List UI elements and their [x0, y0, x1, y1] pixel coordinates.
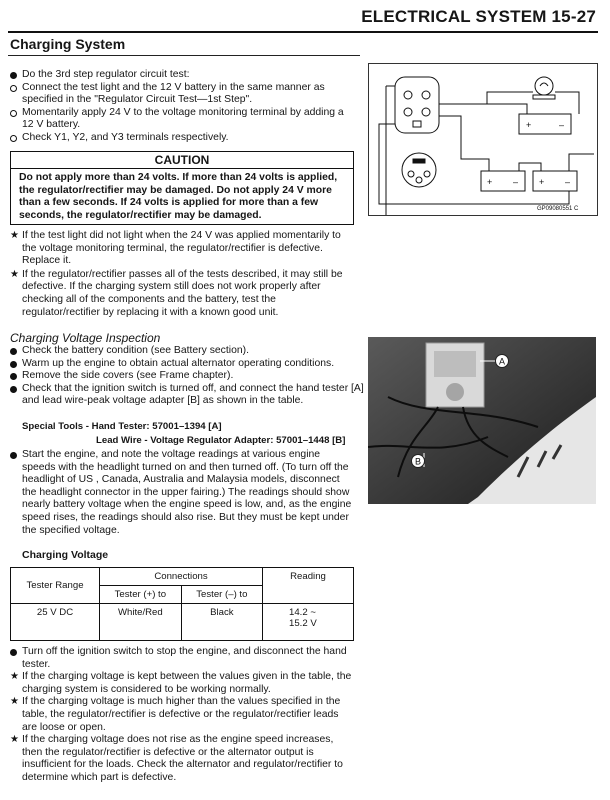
substep-item: Momentarily apply 24 V to the voltage monitoring terminal by adding a 12 V battery. [10, 107, 355, 132]
note-item: ★ If the regulator/rectifier passes all of the tests described, it may still be defective. If the charging system still does not work properly after checking all of the components and the battery, test the regulator/rectifier by replacing it with a known good unit. [10, 268, 343, 318]
special-tools-label: Special Tools - [22, 421, 89, 432]
note-item: ★ If the charging voltage is kept between the values given in the table, the charging system is considered to be working normally. [10, 671, 352, 695]
tester-minus-header: Tester (–) to [181, 586, 262, 604]
alternator-connector-icon [402, 153, 436, 187]
wiring-diagram [369, 64, 597, 215]
result-notes [10, 230, 355, 319]
start-engine-step [10, 449, 352, 537]
table-cell-range: 25 V DC [11, 604, 100, 641]
circle-bullet-icon [10, 110, 17, 117]
header-rule [8, 31, 598, 33]
caution-text: Do not apply more than 24 volts. If more than 24 volts is applied, the regulator/rectifier may be damaged. Do not apply 24 V more than a few seconds. If 24 volts is applied for more than a few seconds, the regulator/rectifier may be damaged. [19, 172, 338, 221]
note-item: ★ If the charging voltage does not rise as the engine speed increases, then the regulator/rectifier is defective or the alternator output is insufficient for the loads. Check the alternator and regulator/rectifier to determine which part is defective. [10, 734, 343, 783]
tester-plus-header: Tester (+) to [100, 586, 182, 604]
star-icon: ★ [10, 734, 19, 746]
wiring-diagram-figure [368, 63, 598, 216]
tester-range-header: Tester Range [11, 568, 100, 604]
note-item: ★ If the test light did not light when the 24 V was applied momentarily to the voltage monitoring terminal, the regulator/rectifier is defective. Replace it. [10, 230, 341, 267]
bullet-icon [10, 361, 17, 368]
svg-text:–: – [513, 177, 519, 187]
reading-header: Reading [263, 568, 354, 604]
regulator-test-steps [10, 69, 355, 145]
final-steps [10, 646, 355, 785]
step-item: Turn off the ignition switch to stop the engine, and disconnect the hand tester. [10, 646, 355, 671]
tool-lead-wire: Lead Wire - Voltage Regulator Adapter: 57001–1448 [B] [96, 435, 346, 446]
svg-text:–: – [559, 120, 565, 130]
substep-item: Connect the test light and the 12 V battery in the same manner as specified in the "Regulator Circuit Test—1st Step". [10, 82, 355, 107]
table-cell-plus: White/Red [100, 604, 182, 641]
inspection-title: Charging Voltage Inspection [10, 331, 161, 345]
step-item: Start the engine, and note the voltage readings at various engine speeds with the headlight turned on and then turned off. (To turn off the headlight of US , Canada, Australia and Malaysia models, disconnect the headlight connector in the upper fairing.) The readings should show nearly battery voltage when the engine speed is low, and, as the engine speed rises, the readings should also rise. But they must be kept under the specified voltage. [10, 449, 352, 537]
svg-text:+: + [526, 120, 532, 130]
step-item: Check the battery condition (see Battery section). [10, 345, 380, 358]
callout-a: A [498, 356, 506, 367]
charging-voltage-table [10, 567, 354, 641]
step-item: Warm up the engine to obtain actual alternator operating conditions. [10, 358, 380, 371]
table-cell-minus: Black [181, 604, 262, 641]
caution-box [10, 151, 354, 225]
svg-text:+: + [487, 177, 493, 187]
bullet-icon [10, 348, 17, 355]
inspection-steps [10, 345, 380, 408]
charging-voltage-title: Charging Voltage [22, 549, 109, 561]
star-icon: ★ [10, 230, 19, 241]
circle-bullet-icon [10, 85, 17, 92]
bullet-icon [10, 373, 17, 380]
bullet-icon [10, 452, 17, 459]
svg-text:–: – [565, 177, 571, 187]
step-item: Do the 3rd step regulator circuit test: [10, 69, 355, 82]
substep-item: Check Y1, Y2, and Y3 terminals respectively. [10, 132, 355, 145]
step-item: Check that the ignition switch is turned off, and connect the hand tester [A] and lead wire-peak voltage adapter [B] as shown in the table. [10, 383, 380, 408]
circle-bullet-icon [10, 135, 17, 142]
special-tools [22, 420, 362, 448]
caution-heading: CAUTION [11, 152, 353, 169]
star-icon: ★ [10, 671, 19, 683]
regulator-connector-icon [395, 77, 439, 133]
section-rule [8, 55, 360, 56]
step-item: Remove the side covers (see Frame chapter). [10, 370, 380, 383]
star-icon: ★ [10, 268, 19, 280]
callout-b: B [414, 456, 422, 467]
test-light-icon [535, 77, 553, 95]
tester-connection-photo [368, 337, 596, 504]
figure-code: GP09080551 C [537, 206, 579, 212]
bullet-icon [10, 649, 17, 656]
star-icon: ★ [10, 696, 19, 708]
bullet-icon [10, 386, 17, 393]
section-title: Charging System [10, 36, 126, 52]
bullet-icon [10, 72, 17, 79]
tool-hand-tester: Hand Tester: 57001–1394 [A] [91, 421, 222, 432]
svg-text:+: + [539, 177, 545, 187]
table-cell-reading: 14.2 ~ 15.2 V [263, 604, 354, 641]
note-item: ★ If the charging voltage is much higher than the values specified in the table, the regulator/rectifier is defective or the regulator/rectifier leads are loose or open. [10, 696, 341, 733]
page-header-title: ELECTRICAL SYSTEM 15-27 [361, 7, 596, 26]
connections-header: Connections [100, 568, 263, 586]
